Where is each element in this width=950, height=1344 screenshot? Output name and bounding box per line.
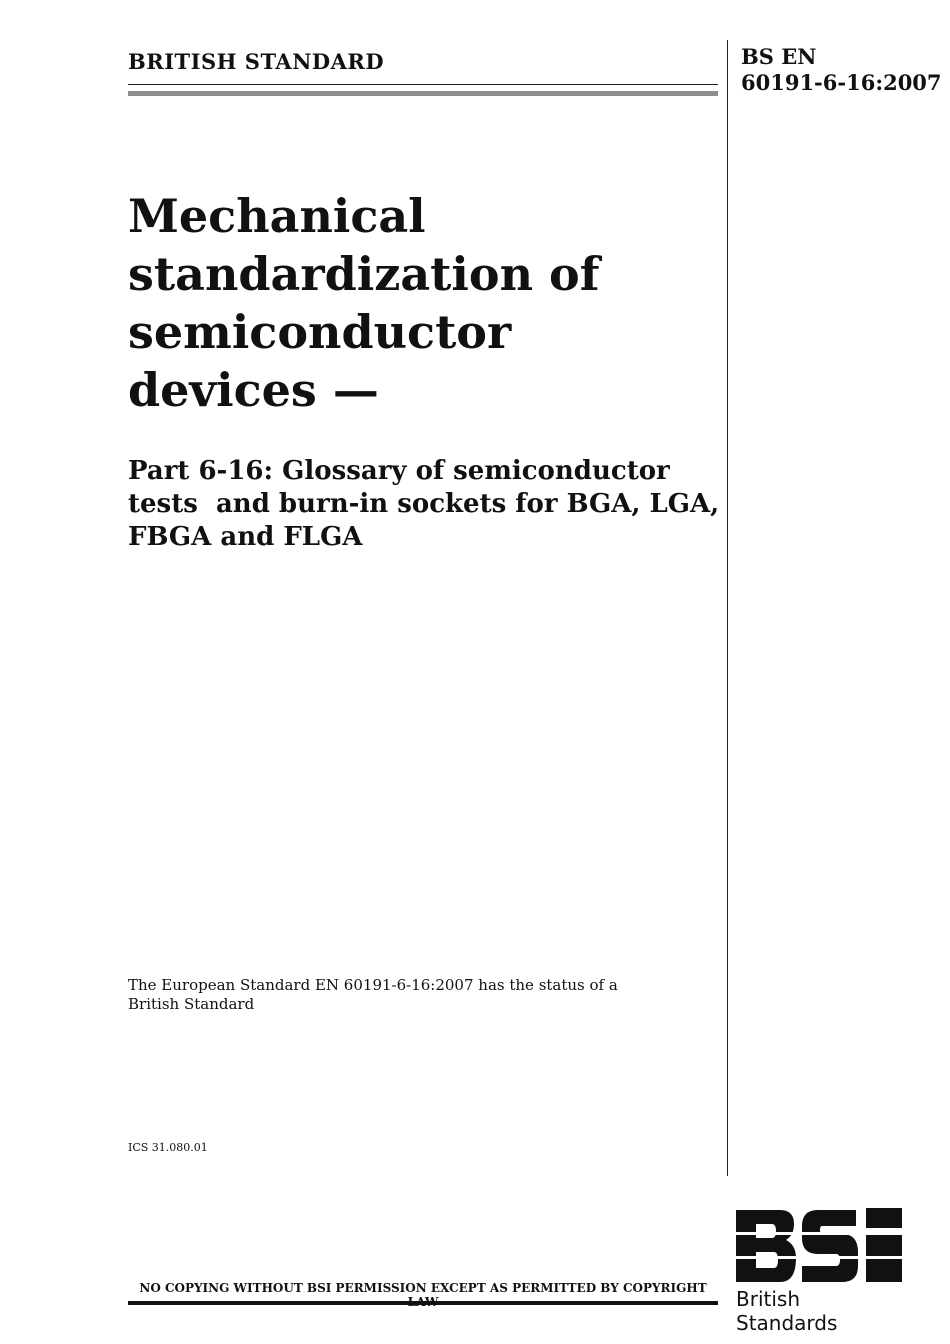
vertical-divider (727, 40, 728, 1176)
document-title (128, 187, 708, 419)
subtitle-line: Part 6-16: Glossary of semiconductor (128, 456, 670, 486)
document-number-line-2: 60191-6-16:2007 (741, 70, 942, 95)
document-number (741, 44, 942, 96)
header-thick-rule (128, 91, 718, 96)
status-line: British Standard (128, 995, 255, 1013)
bsi-logo-caption: British Standards (736, 1287, 838, 1335)
subtitle-line: FBGA and FLGA (128, 522, 363, 552)
subtitle-line: tests and burn-in sockets for BGA, LGA, (128, 489, 720, 519)
title-line: Mechanical (128, 189, 426, 243)
ics-code: ICS 31.080.01 (128, 1141, 208, 1154)
title-line: devices — (128, 363, 379, 417)
footer-rule (128, 1301, 718, 1305)
document-number-line-1: BS EN (741, 44, 817, 69)
status-line: The European Standard EN 60191-6-16:2007 has the status of a (128, 976, 618, 994)
title-line: semiconductor (128, 305, 512, 359)
document-subtitle (128, 455, 718, 554)
copyright-notice: NO COPYING WITHOUT BSI PERMISSION EXCEPT AS PERMITTED BY COPYRIGHT (139, 1281, 707, 1295)
bsi-logo-mark (736, 1208, 904, 1286)
standard-type-heading: BRITISH STANDARD (128, 49, 385, 74)
status-statement (128, 976, 628, 1014)
bsi-logo (736, 1208, 904, 1290)
title-line: standardization of (128, 247, 600, 301)
header-thin-rule (128, 84, 718, 85)
